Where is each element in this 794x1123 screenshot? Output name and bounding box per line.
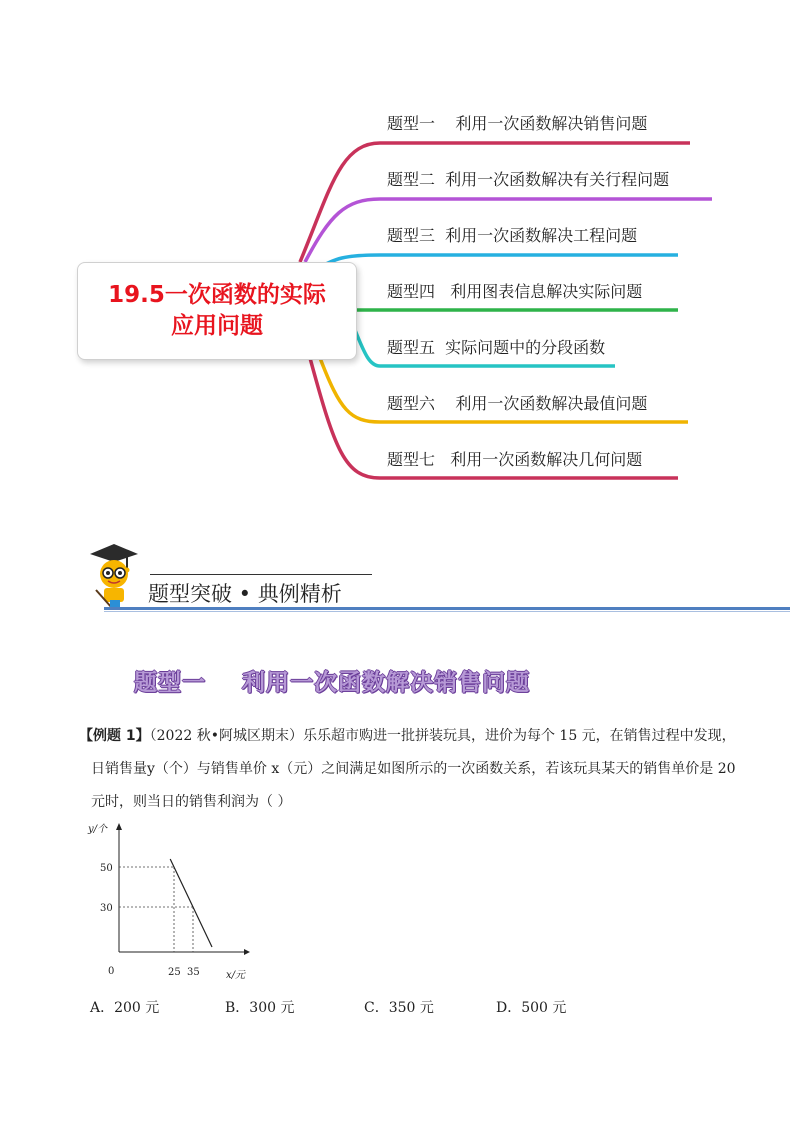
header-top-rule: [150, 574, 372, 575]
function-graph: [86, 818, 256, 988]
mindmap-center-title: [92, 280, 342, 342]
branch-label-2: 题型二 利用一次函数解决有关行程问题: [387, 170, 670, 189]
x-axis-arrow: [244, 949, 250, 955]
y-axis-label: y/个: [88, 824, 108, 835]
section-header: 题型突破 • 典例精析: [148, 582, 342, 606]
question-line-2: 日销售量y（个）与销售单价 x（元）之间满足如图所示的一次函数关系，若该玩具某天的销售单价是 20: [91, 761, 736, 777]
origin-label: 0: [108, 966, 115, 977]
header-bottom-rule-thin: [104, 611, 790, 612]
mindmap-connectors: [0, 0, 794, 520]
type-title: 题型一 利用一次函数解决销售问题: [134, 670, 531, 696]
y-tick-label-30: 30: [100, 903, 113, 914]
question-text-1: （2022 秋•阿城区期末）乐乐超市购进一批拼装玩具，进价为每个 15 元，在销售过程中发现，: [149, 728, 736, 744]
branch-label-6: 题型六 利用一次函数解决最值问题: [387, 394, 648, 413]
header-bottom-rule: [104, 607, 790, 610]
center-title-line1: 19.5一次函数的实际: [108, 282, 326, 308]
option-b[interactable]: B．300 元: [225, 1000, 295, 1016]
x-axis-label: x/元: [226, 970, 246, 981]
branch-label-7: 题型七 利用一次函数解决几何问题: [387, 450, 643, 469]
option-d[interactable]: D．500 元: [496, 1000, 567, 1016]
function-line: [170, 859, 212, 947]
y-tick-label-50: 50: [100, 863, 113, 874]
question-line-3: 元时，则当日的销售利润为（ ）: [91, 794, 292, 810]
option-c[interactable]: C．350 元: [364, 1000, 434, 1016]
mindmap-center-node: [77, 262, 357, 360]
x-tick-label-25: 25: [168, 967, 181, 978]
branch-label-3: 题型三 利用一次函数解决工程问题: [387, 226, 638, 245]
y-axis-arrow: [116, 823, 122, 830]
scholar-mascot-icon: [82, 540, 144, 612]
example-tag: 【例题 1】: [79, 728, 150, 744]
x-tick-label-35: 35: [187, 967, 200, 978]
center-title-line2: 应用问题: [171, 313, 263, 339]
question-line-1: [79, 726, 736, 746]
branch-connector-3: [315, 255, 678, 270]
branch-label-4: 题型四 利用图表信息解决实际问题: [387, 282, 643, 301]
branch-label-1: 题型一 利用一次函数解决销售问题: [387, 114, 648, 133]
branch-label-5: 题型五 实际问题中的分段函数: [387, 338, 606, 357]
option-a[interactable]: A．200 元: [90, 1000, 160, 1016]
